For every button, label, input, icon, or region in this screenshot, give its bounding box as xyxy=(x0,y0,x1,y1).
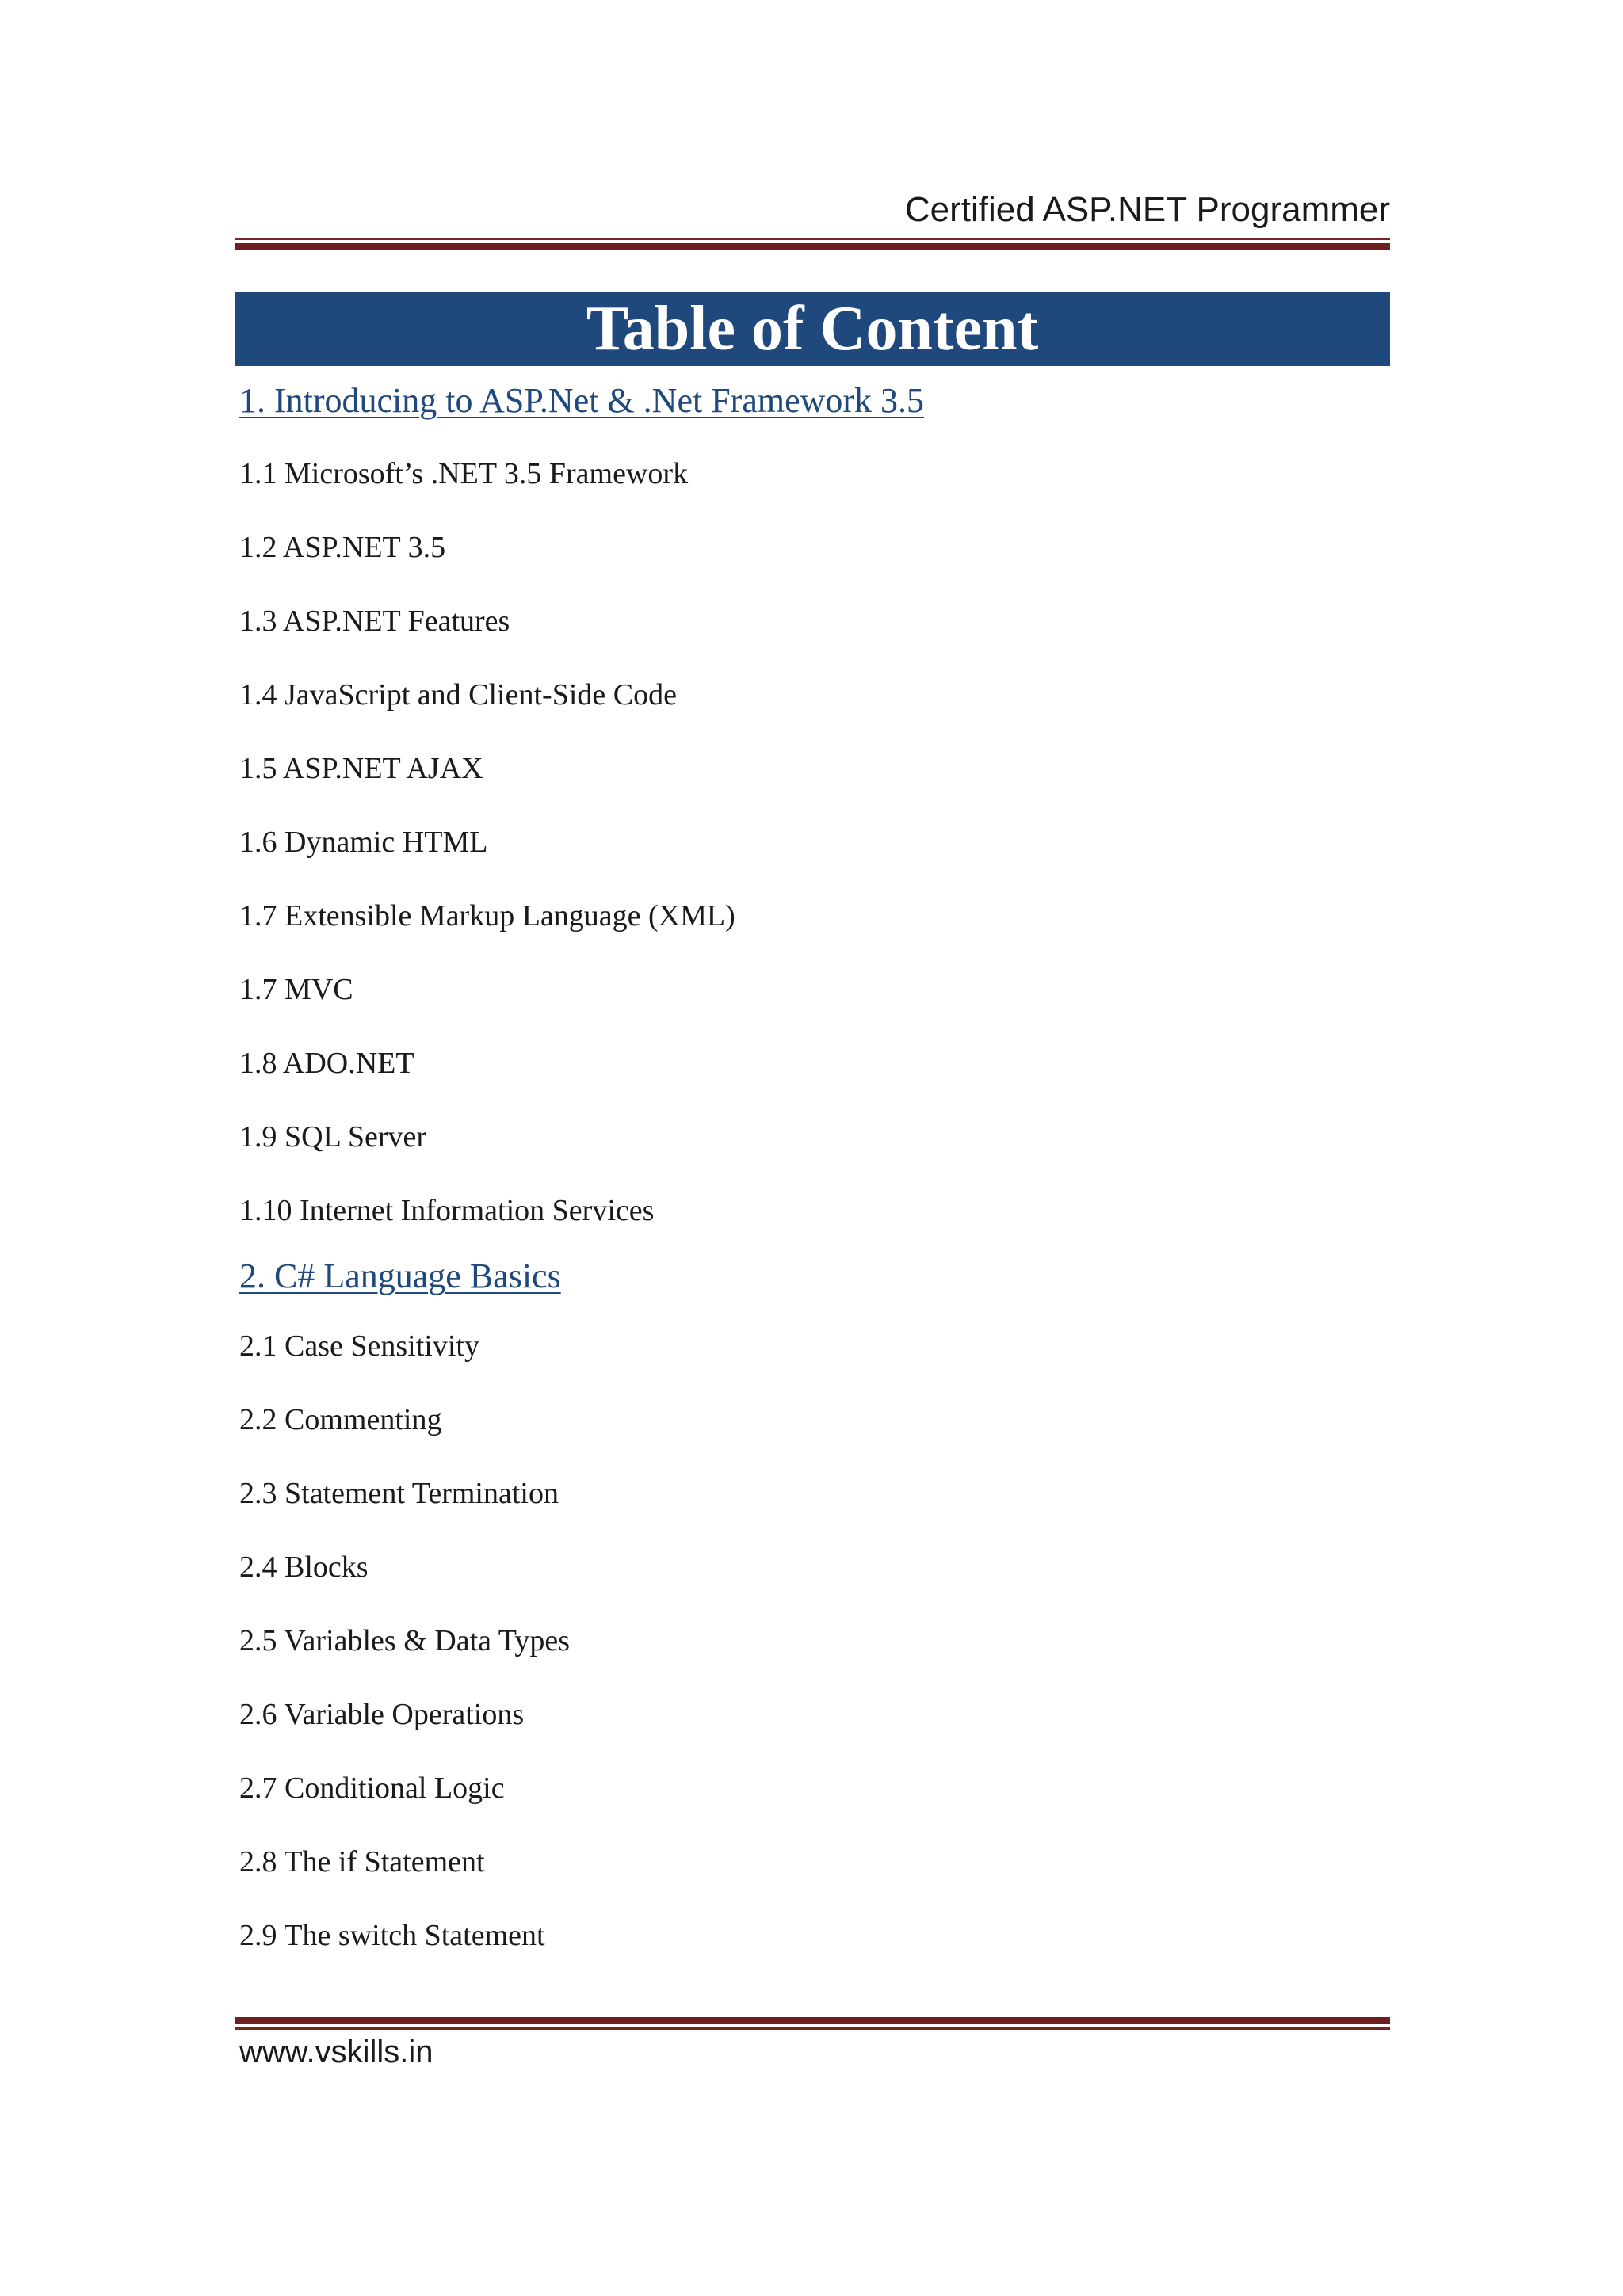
toc-item[interactable]: 1.2 ASP.NET 3.5 xyxy=(239,531,446,564)
toc-item[interactable]: 2.5 Variables & Data Types xyxy=(239,1624,571,1657)
toc-title: Table of Content xyxy=(586,294,1039,364)
header-rule xyxy=(235,238,1390,250)
toc-item[interactable]: 1.7 Extensible Markup Language (XML) xyxy=(239,899,735,933)
toc-item[interactable]: 1.8 ADO.NET xyxy=(239,1047,414,1080)
toc-item[interactable]: 2.6 Variable Operations xyxy=(239,1698,525,1731)
header-title: Certified ASP.NET Programmer xyxy=(904,190,1390,229)
toc-item[interactable]: 2.9 The switch Statement xyxy=(239,1919,545,1952)
toc-item[interactable]: 2.1 Case Sensitivity xyxy=(239,1329,479,1363)
toc-item[interactable]: 1.1 Microsoft’s .NET 3.5 Framework xyxy=(239,457,689,490)
toc-item[interactable]: 1.7 MVC xyxy=(239,973,353,1006)
toc-section-items xyxy=(239,1310,1381,1973)
toc-item[interactable]: 1.6 Dynamic HTML xyxy=(239,826,488,859)
footer-rule xyxy=(235,2017,1390,2030)
toc-item[interactable]: 2.2 Commenting xyxy=(239,1403,442,1436)
toc-list xyxy=(239,372,1381,1973)
toc-item[interactable]: 1.5 ASP.NET AJAX xyxy=(239,752,483,785)
footer-url[interactable]: www.vskills.in xyxy=(239,2035,433,2069)
toc-section-heading[interactable]: 2. C# Language Basics xyxy=(239,1257,561,1295)
toc-item[interactable]: 1.3 ASP.NET Features xyxy=(239,605,510,638)
toc-item[interactable]: 1.4 JavaScript and Client-Side Code xyxy=(239,678,677,711)
toc-item[interactable]: 2.7 Conditional Logic xyxy=(239,1772,505,1805)
toc-item[interactable]: 1.9 SQL Server xyxy=(239,1120,427,1154)
toc-item[interactable]: 2.4 Blocks xyxy=(239,1550,369,1584)
toc-section-heading[interactable]: 1. Introducing to ASP.Net & .Net Framework 3.5 xyxy=(239,381,925,420)
toc-item[interactable]: 2.8 The if Statement xyxy=(239,1845,485,1878)
toc-item[interactable]: 1.10 Internet Information Services xyxy=(239,1194,655,1227)
toc-section-items xyxy=(239,437,1381,1248)
toc-item[interactable]: 2.3 Statement Termination xyxy=(239,1477,559,1510)
toc-banner xyxy=(235,292,1390,366)
